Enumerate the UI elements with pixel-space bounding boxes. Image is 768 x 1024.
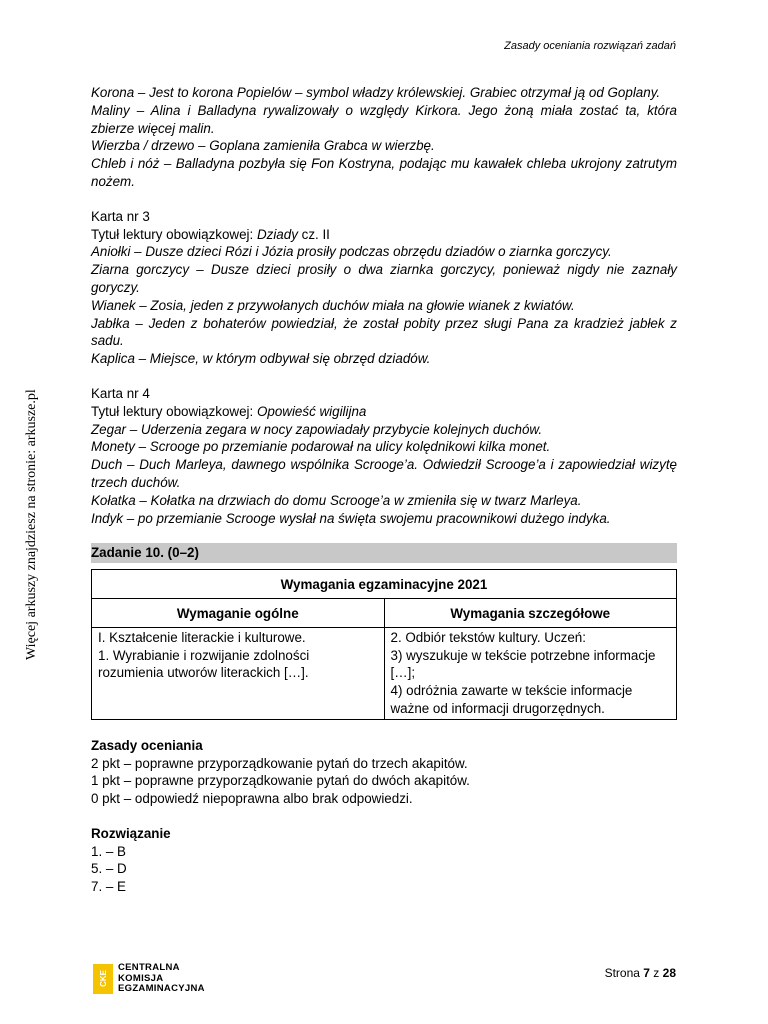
- karta3-item: Ziarna gorczycy – Dusze dzieci prosiły o dwa ziarnka gorczycy, ponieważ nigdy nie zaznały goryczy.: [91, 262, 677, 295]
- rozwiazanie-line: 5. – D: [91, 861, 127, 877]
- logo-text: [118, 963, 205, 995]
- page-number: [605, 966, 676, 980]
- zasady-line: 0 pkt – odpowiedź niepoprawna albo brak odpowiedzi.: [91, 791, 413, 807]
- karta4-title: Karta nr 4: [91, 385, 150, 401]
- karta3-item: Wianek – Zosia, jeden z przywołanych duchów miała na głowie wianek z kwiatów.: [91, 297, 575, 313]
- cell-line: 4) odróżnia zawarte w tekście informacje ważne od informacji drugorzędnych.: [390, 683, 633, 716]
- karta3-lektura: [91, 226, 677, 244]
- karta4-item: Monety – Scrooge po przemianie podarował na ulicy kolędnikowi kilka monet.: [91, 439, 551, 455]
- zasady-line: 2 pkt – poprawne przyporządkowanie pytań do trzech akapitów.: [91, 755, 468, 771]
- karta3-item: Jabłka – Jeden z bohaterów powiedział, że został pobity przez sługi Pana za kradzież jabłek z sadu.: [91, 315, 677, 349]
- table-col-general: Wymaganie ogólne: [92, 598, 385, 627]
- lektura-suffix: cz. II: [297, 226, 330, 242]
- page-prefix: Strona: [604, 966, 644, 980]
- lektura-label: Tytuł lektury obowiązkowej:: [91, 226, 257, 242]
- cell-line: 3) wyszukuje w tekście potrzebne informacje […];: [390, 647, 656, 681]
- karta4-item: Zegar – Uderzenia zegara w nocy zapowiadały przybycie kolejnych duchów.: [91, 421, 543, 437]
- logo-line: EGZAMINACYJNA: [118, 983, 205, 994]
- cell-line: 1. Wyrabianie i rozwijanie zdolności rozumienia utworów literackich […].: [98, 647, 310, 681]
- lektura-title: Dziady: [256, 226, 298, 242]
- main-content: [91, 84, 677, 896]
- karta2-item: Korona – Jest to korona Popielów – symbol władzy królewskiej. Grabiec otrzymał ją od Goplany.: [91, 85, 661, 100]
- rozwiazanie-line: 7. – E: [91, 879, 126, 895]
- page-total: 28: [662, 966, 676, 980]
- lektura-title: Opowieść wigilijna: [256, 403, 367, 419]
- lektura-label: Tytuł lektury obowiązkowej:: [91, 403, 257, 419]
- karta3-title: Karta nr 3: [91, 208, 150, 224]
- zasady-title: Zasady oceniania: [91, 737, 203, 753]
- karta3-item: Kaplica – Miejsce, w którym odbywał się obrzęd dziadów.: [91, 351, 431, 367]
- rozwiazanie-line: 1. – B: [91, 843, 126, 859]
- karta2-item: Chleb i nóż – Balladyna pozbyła się Fon Kostryna, podając mu kawałek chleba ukrojony zatrutym nożem.: [91, 156, 677, 189]
- karta4-item: Duch – Duch Marleya, dawnego wspólnika Scrooge’a. Odwiedził Scrooge’a i zapowiedział wizytę trzech duchów.: [91, 457, 677, 490]
- zadanie-title-bar: Zadanie 10. (0–2): [91, 543, 677, 563]
- cell-line: 2. Odbiór tekstów kultury. Uczeń:: [390, 629, 586, 645]
- karta2-item: Maliny – Alina i Balladyna rywalizowały o względy Kirkora. Jego żoną miała zostać ta, która zbierze więcej malin.: [91, 102, 677, 136]
- requirements-table: [91, 569, 677, 720]
- karta4-lektura: [91, 403, 677, 421]
- table-col-detailed: Wymagania szczegółowe: [384, 598, 677, 627]
- logo-line: KOMISJA: [118, 972, 164, 984]
- table-cell-general: [92, 627, 385, 719]
- karta2-item: Wierzba / drzewo – Goplana zamieniła Grabca w wierzbę.: [91, 138, 435, 154]
- page-mid: z: [649, 966, 663, 980]
- karta4-item: Indyk – po przemianie Scrooge wysłał na święta swojemu pracownikowi dużego indyka.: [91, 510, 611, 526]
- cell-line: I. Kształcenie literackie i kulturowe.: [98, 629, 306, 645]
- rozwiazanie-title: Rozwiązanie: [91, 825, 171, 841]
- table-header: Wymagania egzaminacyjne 2021: [92, 570, 677, 599]
- karta3-item: Aniołki – Dusze dzieci Rózi i Józia prosiły podczas obrzędu dziadów o ziarnka gorczycy.: [91, 244, 612, 260]
- logo-mark-text: CKE: [98, 970, 108, 988]
- table-cell-detailed: [384, 627, 677, 719]
- page-current: 7: [643, 966, 650, 980]
- cke-logo: [93, 963, 205, 995]
- cke-logo-icon: [93, 964, 113, 994]
- zasady-line: 1 pkt – poprawne przyporządkowanie pytań do dwóch akapitów.: [91, 773, 470, 789]
- side-watermark-text: Więcej arkuszy znajdziesz na stronie: arkusze.pl: [24, 389, 39, 660]
- logo-line: CENTRALNA: [118, 962, 180, 973]
- page-header-title: Zasady oceniania rozwiązań zadań: [504, 40, 676, 52]
- karta4-item: Kołatka – Kołatka na drzwiach do domu Scrooge’a w zmieniła się w twarz Marleya.: [91, 492, 582, 508]
